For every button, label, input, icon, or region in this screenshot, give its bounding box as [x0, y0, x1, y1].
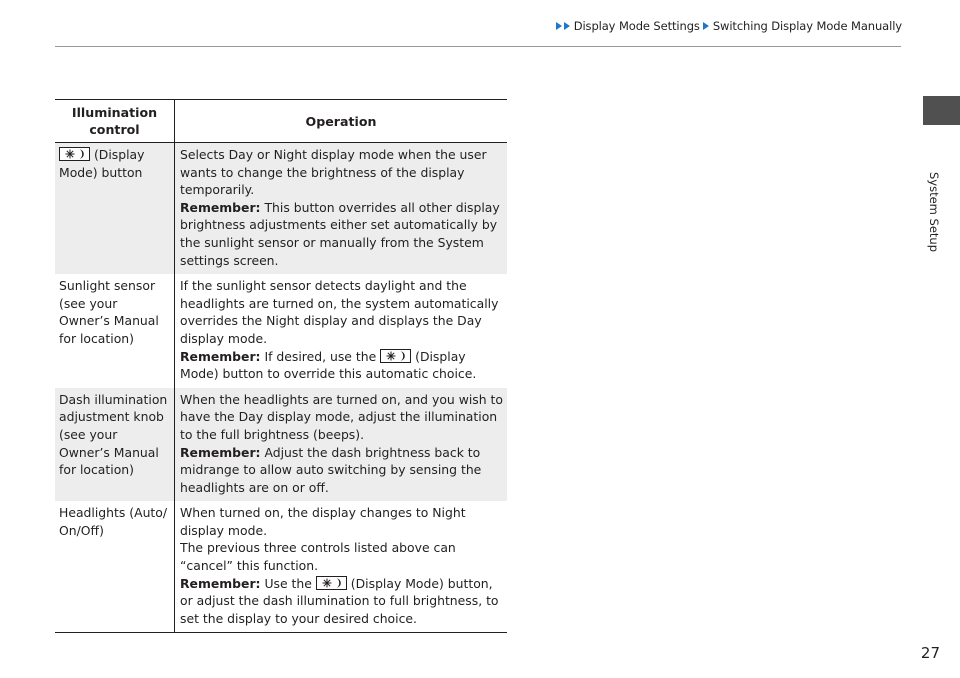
breadcrumb-item-switching-display-mode: Switching Display Mode Manually: [712, 19, 902, 33]
header-illumination-control: Illumination control: [55, 100, 175, 143]
display-mode-button-icon: [316, 576, 347, 590]
breadcrumb-arrow-icon: [703, 22, 709, 30]
operation-cell: [175, 143, 508, 275]
illumination-table: [55, 99, 507, 633]
remember-label: Remember:: [180, 199, 261, 215]
remember-text: This button overrides all other display brightness adjustments either set automatically by the sunlight sensor or manually from the System settings screen.: [180, 199, 500, 268]
operation-text: When the headlights are turned on, and you wish to have the Day display mode, adjust the illumination to the full brightness (beeps).: [180, 391, 503, 442]
header-operation: Operation: [175, 100, 508, 143]
remember-text: Adjust the dash brightness back to midrange to allow auto switching by sensing the headlights are on or off.: [180, 444, 482, 495]
operation-text: When turned on, the display changes to Night display mode.: [180, 505, 466, 538]
remember-text-end: (Display Mode) button to override this automatic choice.: [180, 348, 477, 382]
breadcrumb-arrow-icon: [564, 22, 570, 30]
operation-cell: [175, 388, 508, 502]
display-mode-button-icon: [380, 349, 411, 363]
control-cell: [55, 143, 175, 275]
breadcrumb-item-display-mode-settings: Display Mode Settings: [573, 19, 700, 33]
display-mode-button-icon: [59, 147, 90, 161]
operation-cell: [175, 274, 508, 388]
operation-text: Selects Day or Night display mode when the user wants to change the brightness of the display temporarily.: [180, 147, 487, 198]
page-number: 27: [920, 644, 940, 662]
remember-text-start: Use the: [264, 575, 312, 591]
remember-label: Remember:: [180, 348, 261, 364]
control-label: Sunlight sensor (see your Owner’s Manual for location): [59, 278, 159, 346]
table-row: [55, 501, 507, 633]
control-label: Headlights (Auto/ On/Off): [59, 505, 168, 538]
control-cell: [55, 274, 175, 388]
breadcrumb: [555, 19, 902, 33]
header-divider: [55, 46, 901, 47]
remember-text-end: (Display Mode) button, or adjust the dash illumination to full brightness, to set the display to your desired choice.: [180, 575, 499, 626]
control-label: (Display Mode) button: [59, 147, 145, 180]
table-row: [55, 388, 507, 502]
remember-label: Remember:: [180, 575, 261, 591]
table-row: [55, 274, 507, 388]
control-cell: [55, 501, 175, 633]
control-cell: [55, 388, 175, 502]
breadcrumb-arrow-icon: [556, 22, 562, 30]
section-tab-marker: [923, 96, 960, 125]
operation-text: The previous three controls listed above can “cancel” this function.: [180, 540, 456, 574]
control-label: Dash illumination adjustment knob (see your Owner’s Manual for location): [59, 391, 168, 478]
table-header-row: [55, 100, 507, 143]
operation-cell: [175, 501, 508, 633]
operation-text: If the sunlight sensor detects daylight and the headlights are turned on, the system automatically overrides the Night display and displays the Day display mode.: [180, 278, 499, 346]
remember-label: Remember:: [180, 444, 261, 460]
table-row: [55, 143, 507, 275]
remember-text-start: If desired, use the: [264, 348, 377, 364]
